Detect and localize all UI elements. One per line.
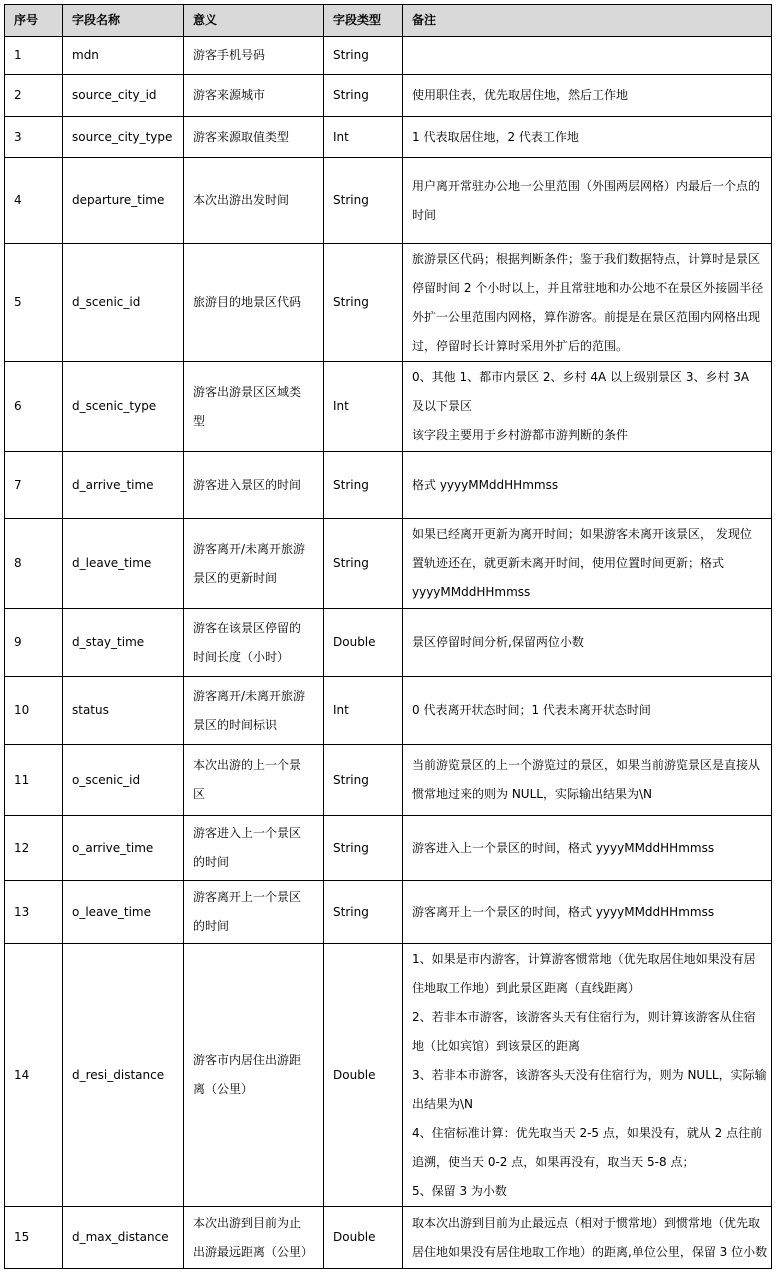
cell-field-name: source_city_id: [63, 75, 184, 117]
cell-note-line: 3、若非本市游客，该游客头天没有住宿行为，则为 NULL，实际输: [412, 1067, 767, 1082]
cell-meaning-line: 本次出游出发时间: [193, 193, 290, 207]
cell-field-name: d_max_distance: [63, 1207, 184, 1269]
header-meaning: 意义: [184, 5, 324, 37]
cell-meaning-line: 本次出游到目前为止: [193, 1215, 302, 1230]
cell-meaning: [184, 944, 324, 1207]
table-row: [5, 609, 772, 677]
cell-meaning-line: 区: [193, 787, 206, 801]
cell-meaning-line: 型: [193, 413, 206, 428]
cell-field-name: d_resi_distance: [63, 944, 184, 1207]
cell-no: 4: [5, 158, 63, 244]
cell-note-line: 置轨迹还在，就更新未离开时间，使用位置时间更新；格式: [412, 556, 725, 570]
cell-note-line: yyyyMMddHHmmss: [412, 585, 531, 599]
table-header-row: [5, 5, 772, 37]
cell-note-line: 追溯，使当天 0-2 点，如果再没有，取当天 5-8 点；: [412, 1154, 695, 1169]
table-row: [5, 37, 772, 75]
cell-note: [403, 745, 772, 816]
cell-meaning-line: 本次出游的上一个景: [193, 758, 302, 772]
cell-field-name: d_leave_time: [63, 519, 184, 609]
cell-no: 7: [5, 452, 63, 519]
cell-note-line: 取本次出游到目前为止最远点（相对于惯常地）到惯常地（优先取: [412, 1215, 761, 1230]
cell-field-type: String: [324, 745, 403, 816]
cell-meaning: [184, 75, 324, 117]
cell-note-line: 住地取工作地）到此景区距离（直线距离）: [412, 980, 641, 995]
cell-note: [403, 37, 772, 75]
cell-note: [403, 609, 772, 677]
cell-field-name: o_scenic_id: [63, 745, 184, 816]
cell-note-line: 及以下景区: [412, 399, 473, 413]
table-row: [5, 75, 772, 117]
cell-meaning-line: 游客进入景区的时间: [193, 477, 302, 492]
cell-field-type: String: [324, 158, 403, 244]
cell-meaning: [184, 881, 324, 944]
cell-meaning: [184, 609, 324, 677]
cell-meaning-line: 游客来源取值类型: [193, 129, 290, 144]
header-note: 备注: [403, 5, 772, 37]
cell-no: 5: [5, 244, 63, 362]
cell-note-line: 格式 yyyyMMddHHmmss: [412, 477, 559, 492]
cell-meaning-line: 游客来源城市: [193, 88, 266, 102]
cell-note: [403, 452, 772, 519]
cell-field-name: source_city_type: [63, 117, 184, 158]
cell-meaning: [184, 816, 324, 881]
cell-field-name: d_scenic_type: [63, 362, 184, 452]
cell-field-name: d_arrive_time: [63, 452, 184, 519]
cell-no: 2: [5, 75, 63, 117]
cell-meaning: [184, 1207, 324, 1269]
cell-field-type: String: [324, 816, 403, 881]
cell-note-line: 时间: [412, 207, 437, 222]
cell-meaning-line: 时间长度（小时）: [193, 649, 290, 664]
cell-no: 3: [5, 117, 63, 158]
cell-meaning-line: 景区的时间标识: [193, 717, 278, 732]
header-field-name: 字段名称: [63, 5, 184, 37]
cell-note-line: 4、住宿标准计算：优先取当天 2-5 点，如果没有，就从 2 点往前: [412, 1125, 763, 1140]
cell-note: [403, 158, 772, 244]
cell-meaning-line: 出游最远距离（公里）: [193, 1244, 314, 1259]
cell-no: 9: [5, 609, 63, 677]
cell-note: [403, 1207, 772, 1269]
cell-no: 14: [5, 944, 63, 1207]
cell-meaning: [184, 745, 324, 816]
cell-note-line: 居住地如果没有居住地取工作地）的距离,单位公里，保留 3 位小数: [412, 1244, 768, 1259]
cell-field-type: String: [324, 519, 403, 609]
cell-meaning-line: 的时间: [193, 919, 230, 933]
cell-field-type: Int: [324, 117, 403, 158]
cell-no: 15: [5, 1207, 63, 1269]
table-row: [5, 362, 772, 452]
cell-note-line: 景区停留时间分析,保留两位小数: [412, 635, 584, 649]
cell-field-name: d_scenic_id: [63, 244, 184, 362]
cell-note-line: 该字段主要用于乡村游都市游判断的条件: [412, 428, 629, 442]
table-row: [5, 745, 772, 816]
cell-note-line: 停留时间 2 个小时以上，并且常驻地和办公地不在景区外接圆半径: [412, 280, 764, 295]
cell-field-type: Double: [324, 944, 403, 1207]
cell-note-line: 出结果为\N: [412, 1096, 474, 1111]
cell-meaning-line: 的时间: [193, 855, 230, 869]
header-field-type: 字段类型: [324, 5, 403, 37]
cell-field-name: o_leave_time: [63, 881, 184, 944]
cell-note-line: 1 代表取居住地，2 代表工作地: [412, 129, 579, 144]
table-row: [5, 944, 772, 1207]
cell-note: [403, 677, 772, 745]
cell-meaning-line: 离（公里）: [193, 1082, 254, 1096]
cell-note: [403, 944, 772, 1207]
cell-meaning: [184, 519, 324, 609]
cell-meaning-line: 游客在该景区停留的: [193, 620, 302, 635]
cell-field-type: String: [324, 37, 403, 75]
cell-note: [403, 117, 772, 158]
table-row: [5, 677, 772, 745]
cell-note: [403, 244, 772, 362]
cell-meaning: [184, 158, 324, 244]
cell-note-line: 外扩一公里范围内网格，算作游客。前提是在景区范围内网格出现: [412, 309, 761, 324]
cell-meaning-line: 游客进入上一个景区: [193, 826, 302, 840]
cell-field-type: String: [324, 452, 403, 519]
cell-note-line: 2、若非本市游客，该游客头天有住宿行为，则计算该游客从住宿: [412, 1009, 756, 1024]
cell-field-name: d_stay_time: [63, 609, 184, 677]
cell-field-type: Int: [324, 677, 403, 745]
table-row: [5, 117, 772, 158]
cell-note: [403, 816, 772, 881]
cell-note-line: 惯常地过来的则为 NULL，实际输出结果为\N: [412, 787, 652, 801]
cell-note-line: 使用职住表，优先取居住地，然后工作地: [412, 88, 629, 102]
cell-meaning-line: 游客手机号码: [193, 48, 266, 62]
cell-note-line: 地（比如宾馆）到该景区的距离: [412, 1038, 581, 1053]
cell-meaning-line: 游客离开/未离开旅游: [193, 688, 306, 703]
cell-field-type: Int: [324, 362, 403, 452]
cell-note: [403, 75, 772, 117]
cell-meaning-line: 游客出游景区区域类: [193, 384, 302, 399]
cell-field-type: String: [324, 881, 403, 944]
cell-meaning: [184, 117, 324, 158]
cell-meaning-line: 游客离开/未离开旅游: [193, 541, 306, 556]
cell-note-line: 5、保留 3 为小数: [412, 1183, 507, 1198]
cell-field-type: String: [324, 244, 403, 362]
cell-field-name: departure_time: [63, 158, 184, 244]
cell-no: 11: [5, 745, 63, 816]
cell-field-type: Double: [324, 1207, 403, 1269]
cell-meaning: [184, 244, 324, 362]
cell-meaning-line: 游客离开上一个景区: [193, 890, 302, 904]
cell-meaning: [184, 362, 324, 452]
cell-note-line: 0、其他 1、都市内景区 2、乡村 4A 以上级别景区 3、乡村 3A: [412, 370, 750, 384]
cell-note-line: 当前游览景区的上一个游览过的景区，如果当前游览景区是直接从: [412, 758, 761, 772]
table-row: [5, 244, 772, 362]
cell-no: 8: [5, 519, 63, 609]
cell-note-line: 游客进入上一个景区的时间，格式 yyyyMMddHHmmss: [412, 840, 715, 855]
cell-meaning: [184, 37, 324, 75]
table-row: [5, 816, 772, 881]
cell-note-line: 1、如果是市内游客，计算游客惯常地（优先取居住地如果没有居: [412, 951, 756, 966]
cell-note: [403, 362, 772, 452]
cell-note: [403, 519, 772, 609]
cell-meaning: [184, 452, 324, 519]
table-row: [5, 158, 772, 244]
cell-meaning-line: 游客市内居住出游距: [193, 1053, 302, 1067]
cell-field-name: o_arrive_time: [63, 816, 184, 881]
cell-meaning-line: 景区的更新时间: [193, 570, 278, 585]
cell-no: 1: [5, 37, 63, 75]
cell-meaning: [184, 677, 324, 745]
cell-no: 6: [5, 362, 63, 452]
cell-field-name: mdn: [63, 37, 184, 75]
cell-note-line: 游客离开上一个景区的时间，格式 yyyyMMddHHmmss: [412, 904, 715, 919]
cell-no: 12: [5, 816, 63, 881]
cell-field-name: status: [63, 677, 184, 745]
table-row: [5, 452, 772, 519]
cell-note-line: 旅游景区代码；根据判断条件；鉴于我们数据特点，计算时是景区: [412, 251, 761, 266]
cell-no: 13: [5, 881, 63, 944]
cell-note-line: 过，停留时长计算时采用外扩后的范围。: [412, 338, 629, 353]
field-definition-table: [4, 4, 772, 1269]
cell-note-line: 如果已经离开更新为离开时间；如果游客未离开该景区， 发现位: [412, 527, 752, 541]
cell-note-line: 用户离开常驻办公地一公里范围（外围两层网格）内最后一个点的: [412, 178, 761, 193]
cell-no: 10: [5, 677, 63, 745]
cell-meaning-line: 旅游目的地景区代码: [193, 295, 302, 309]
table-row: [5, 1207, 772, 1269]
cell-field-type: Double: [324, 609, 403, 677]
cell-note-line: 0 代表离开状态时间；1 代表未离开状态时间: [412, 703, 651, 717]
cell-note: [403, 881, 772, 944]
header-no: 序号: [5, 5, 63, 37]
cell-field-type: String: [324, 75, 403, 117]
table-row: [5, 881, 772, 944]
table-row: [5, 519, 772, 609]
